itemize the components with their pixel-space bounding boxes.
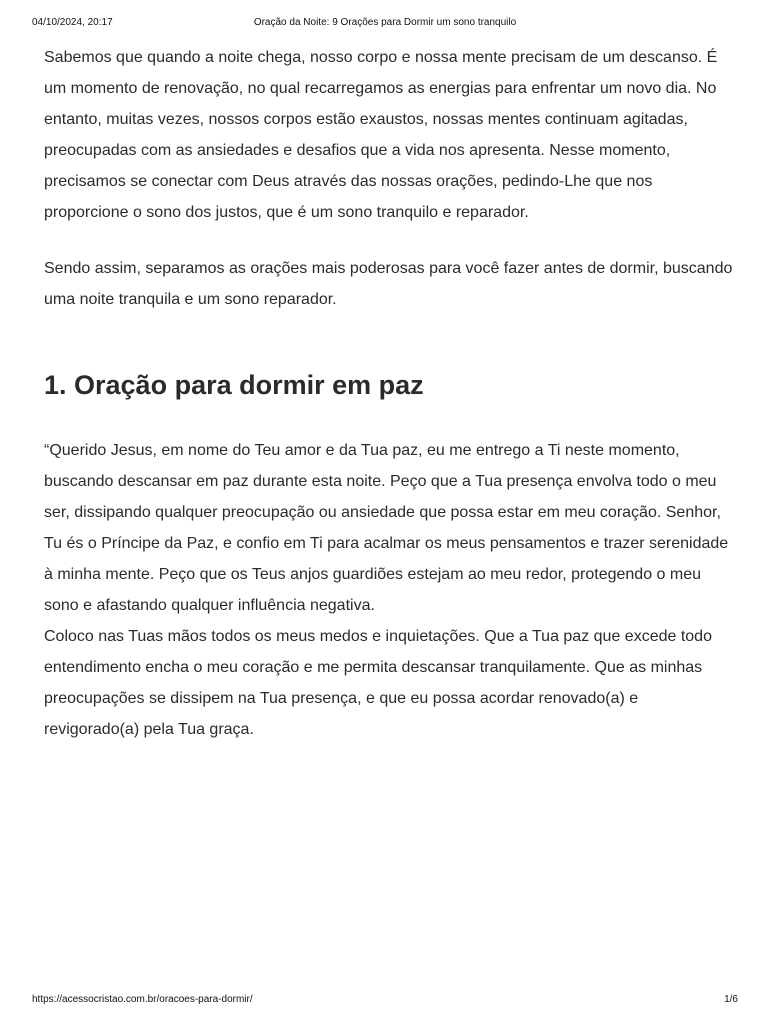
page-indicator: 1/6 [724, 994, 738, 1005]
section-heading-1: 1. Oração para dormir em paz [44, 370, 424, 400]
print-date: 04/10/2024, 20:17 [32, 17, 113, 28]
print-footer [32, 994, 738, 1006]
print-url: https://acessocristao.com.br/oracoes-para-dormir/ [32, 994, 253, 1005]
article-content [44, 42, 734, 745]
intro-paragraph-2: Sendo assim, separamos as orações mais poderosas para você fazer antes de dormir, buscando uma noite tranquila e um sono reparador. [44, 260, 733, 308]
prayer-paragraph-2: Coloco nas Tuas mãos todos os meus medos e inquietações. Que a Tua paz que excede todo entendimento encha o meu coração e me permita descansar tranquilamente. Que as minhas preocupações se dissipem na Tua presença, e que eu possa acordar renovado(a) e revigorado(a) pela Tua graça. [44, 628, 712, 738]
intro-paragraph-1: Sabemos que quando a noite chega, nosso corpo e nossa mente precisam de um descanso. É um momento de renovação, no qual recarregamos as energias para enfrentar um novo dia. No entanto, muitas vezes, nossos corpos estão exaustos, nossas mentes continuam agitadas, preocupadas com as ansiedades e desafios que a vida nos apresenta. Nesse momento, precisamos se conectar com Deus através das nossas orações, pedindo-Lhe que nos proporcione o sono dos justos, que é um sono tranquilo e reparador. [44, 49, 718, 221]
print-page-title: Oração da Noite: 9 Orações para Dormir um sono tranquilo [253, 17, 517, 28]
print-header [32, 17, 738, 31]
prayer-paragraph-1: “Querido Jesus, em nome do Teu amor e da Tua paz, eu me entrego a Ti neste momento, buscando descansar em paz durante esta noite. Peço que a Tua presença envolva todo o meu ser, dissipando qualquer preocupação ou ansiedade que possa estar em meu coração. Senhor, Tu és o Príncipe da Paz, e confio em Ti para acalmar os meus pensamentos e trazer serenidade à minha mente. Peço que os Teus anjos guardiões estejam ao meu redor, protegendo o meu sono e afastando qualquer influência negativa. [44, 442, 729, 614]
